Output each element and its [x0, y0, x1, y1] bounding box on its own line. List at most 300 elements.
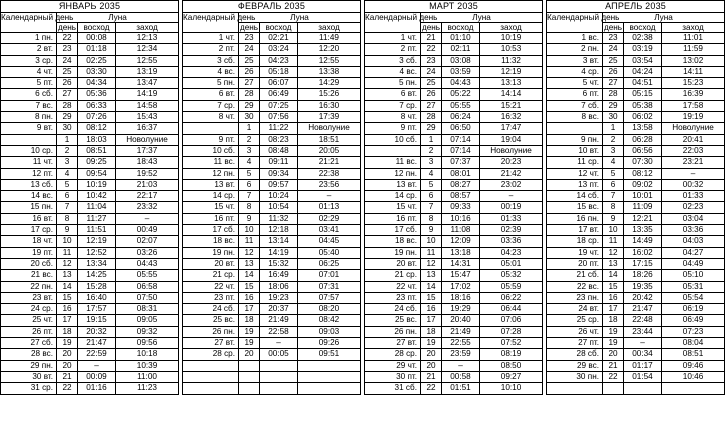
moon-day: 28	[421, 112, 442, 123]
moonset-time: 03:26	[116, 247, 179, 258]
calendar-date: 9 пн.	[547, 134, 603, 145]
table-row	[365, 168, 543, 179]
moonrise-time: 03:19	[624, 44, 662, 55]
calendar-date: 5 чт.	[547, 78, 603, 89]
moonset-time: 14:29	[298, 78, 361, 89]
calendar-date: 15 вс.	[547, 202, 603, 213]
table-row	[547, 202, 725, 213]
moonrise-time: 00:05	[260, 349, 298, 360]
moonrise-time: 05:36	[78, 89, 116, 100]
moonrise-time: 07:14	[442, 134, 480, 145]
moon-day: 8	[239, 202, 260, 213]
moonrise-time: 18:03	[78, 134, 116, 145]
table-row	[365, 123, 543, 134]
table-row	[1, 258, 179, 269]
moonrise-time: 12:18	[260, 225, 298, 236]
moonrise-header: восход	[624, 23, 662, 33]
moonset-time: 05:32	[480, 270, 543, 281]
moon-day-header: день	[57, 23, 77, 32]
calendar-date: 31 сб.	[365, 383, 421, 394]
moonrise-time: 05:18	[260, 66, 298, 77]
calendar-date: 16 пт.	[183, 213, 239, 224]
table-row	[183, 360, 361, 371]
calendar-date: 26 пн.	[365, 326, 421, 337]
moonset-time: –	[298, 191, 361, 202]
moonrise-time: 06:24	[442, 112, 480, 123]
moonrise-time: 10:16	[442, 213, 480, 224]
calendar-date: 12 пн.	[183, 168, 239, 179]
table-row	[547, 112, 725, 123]
moonrise-time: 04:43	[442, 78, 480, 89]
moonset-header: заход	[116, 23, 179, 33]
moon-day: 8	[603, 202, 624, 213]
calendar-date: 30 пн.	[547, 371, 603, 382]
moon-day: 19	[603, 326, 624, 337]
table-row	[183, 292, 361, 303]
table-row	[183, 100, 361, 111]
moonrise-time: 08:23	[260, 134, 298, 145]
table-row	[365, 281, 543, 292]
moonset-time: 11:01	[662, 33, 725, 44]
calendar-date: 28 сб.	[547, 349, 603, 360]
moonrise-time: 09:54	[78, 168, 116, 179]
table-row	[1, 179, 179, 190]
moonrise-time: 12:52	[78, 247, 116, 258]
moonset-time: 05:01	[480, 258, 543, 269]
moon-day: 14	[239, 270, 260, 281]
calendar-date: 9 пт.	[183, 134, 239, 145]
table-row	[365, 112, 543, 123]
moon-day: 21	[603, 360, 624, 371]
moonset-time: 14:19	[116, 89, 179, 100]
moon-day: 30	[57, 123, 78, 134]
moon-day: 30	[239, 112, 260, 123]
moonrise-time: 20:32	[78, 326, 116, 337]
moonset-time: 00:49	[116, 225, 179, 236]
moonrise-time: 00:09	[78, 371, 116, 382]
table-row	[1, 338, 179, 349]
table-row	[547, 338, 725, 349]
moonrise-time: 22:55	[442, 338, 480, 349]
moon-day: 19	[603, 338, 624, 349]
calendar-date: 13 сб.	[1, 179, 57, 190]
moonrise-time: 07:25	[260, 100, 298, 111]
table-row	[183, 225, 361, 236]
table-row	[365, 157, 543, 168]
moonrise-time: 07:30	[624, 157, 662, 168]
moonset-time: 10:10	[480, 383, 543, 394]
moon-day: 17	[57, 315, 78, 326]
moonset-time: 12:19	[480, 66, 543, 77]
moonrise-time: 03:30	[78, 66, 116, 77]
moon-day: 25	[421, 78, 442, 89]
moon-day: 7	[603, 191, 624, 202]
moon-day: 12	[421, 258, 442, 269]
moonset-time: 17:47	[480, 123, 543, 134]
moonset-time: 05:10	[662, 270, 725, 281]
moon-day: 23	[603, 33, 624, 44]
table-row	[547, 55, 725, 66]
moonrise-time: 13:34	[78, 258, 116, 269]
moonrise-time: 00:34	[624, 349, 662, 360]
calendar-date: 22 чт.	[183, 281, 239, 292]
calendar-date: 4 чт.	[1, 66, 57, 77]
calendar-date: 15 пн.	[1, 202, 57, 213]
moonset-time: 08:50	[480, 360, 543, 371]
moonrise-time: 15:32	[260, 258, 298, 269]
moon-day: 15	[603, 281, 624, 292]
moon-day: 29	[239, 100, 260, 111]
moonset-time: 17:37	[116, 145, 179, 156]
moonrise-time: 13:35	[624, 225, 662, 236]
moonset-time: 06:25	[298, 258, 361, 269]
calendar-date: 23 пт.	[365, 292, 421, 303]
moonrise-time: 01:51	[442, 383, 480, 394]
moon-day: 24	[57, 55, 78, 66]
calendar-date: 18 вс.	[365, 236, 421, 247]
calendar-day-header: Календарный день	[365, 13, 421, 33]
calendar-table	[546, 0, 725, 395]
calendar-date: 23 вт.	[1, 292, 57, 303]
moonset-time: 08:04	[662, 338, 725, 349]
calendar-date: 15 чт.	[365, 202, 421, 213]
moonset-time: 09:05	[116, 315, 179, 326]
moon-day: 19	[421, 338, 442, 349]
moonrise-time: 11:32	[260, 213, 298, 224]
calendar-date: 17 вт.	[547, 225, 603, 236]
calendar-table	[364, 0, 543, 395]
moonset-time: 06:49	[662, 315, 725, 326]
calendar-date: 13 вт.	[365, 179, 421, 190]
moonrise-time: 20:42	[624, 292, 662, 303]
moonrise-time: 02:25	[78, 55, 116, 66]
calendar-date: 3 ср.	[1, 55, 57, 66]
table-row	[365, 315, 543, 326]
calendar-date: 19 пн.	[183, 247, 239, 258]
moonrise-time: 20:40	[442, 315, 480, 326]
calendar-day-header: Календарный день	[1, 13, 57, 33]
moonset-time: 03:36	[480, 236, 543, 247]
moonset-header: заход	[662, 23, 725, 33]
moonset-time: 09:27	[480, 371, 543, 382]
moonset-time: 09:56	[116, 338, 179, 349]
table-row	[183, 213, 361, 224]
month-title: ФЕВРАЛЬ 2035	[183, 1, 361, 13]
table-row	[365, 371, 543, 382]
moon-header: Луна	[57, 13, 179, 23]
moonrise-time: 09:34	[260, 168, 298, 179]
calendar-date: 12 пт.	[1, 168, 57, 179]
moon-day: 1	[421, 134, 442, 145]
table-row	[365, 225, 543, 236]
moon-day: 20	[421, 349, 442, 360]
table-row	[365, 304, 543, 315]
moon-day-header: день	[421, 23, 441, 32]
moon-day: 14	[57, 281, 78, 292]
moon-header: Луна	[239, 13, 361, 23]
table-row	[1, 157, 179, 168]
month-table-january	[0, 0, 178, 432]
calendar-date: 6 вт.	[365, 89, 421, 100]
moon-day: 10	[603, 225, 624, 236]
moonset-time: 04:03	[662, 236, 725, 247]
moonrise-time: 14:31	[442, 258, 480, 269]
moon-header: Луна	[421, 13, 543, 23]
moonrise-time: 02:11	[442, 44, 480, 55]
moon-day: 19	[239, 338, 260, 349]
calendar-date: 8 чт.	[183, 112, 239, 123]
table-row	[1, 236, 179, 247]
table-row	[365, 134, 543, 145]
calendar-date: 24 ср.	[1, 304, 57, 315]
table-row	[365, 338, 543, 349]
moonset-time: 12:55	[298, 55, 361, 66]
moonset-time: 19:04	[480, 134, 543, 145]
moonrise-time: 12:21	[624, 213, 662, 224]
table-row	[365, 179, 543, 190]
moonrise-time: 11:09	[624, 202, 662, 213]
moonrise-time: 10:01	[624, 191, 662, 202]
calendar-date: 2 вт.	[1, 44, 57, 55]
table-row	[365, 292, 543, 303]
moon-day: 2	[421, 145, 442, 156]
table-row	[547, 258, 725, 269]
table-row	[1, 123, 179, 134]
moonset-time: 14:11	[662, 66, 725, 77]
moon-day: 5	[239, 168, 260, 179]
table-row	[547, 292, 725, 303]
moonrise-time: 16:40	[78, 292, 116, 303]
calendar-date: 25 вс.	[183, 315, 239, 326]
moonset-time: 06:44	[480, 304, 543, 315]
calendar-date: 7 вс.	[1, 100, 57, 111]
moon-day: 10	[421, 236, 442, 247]
moonset-time: 21:21	[298, 157, 361, 168]
moonrise-time: –	[442, 360, 480, 371]
moonrise-time: 03:08	[442, 55, 480, 66]
calendar-date: 3 вт.	[547, 55, 603, 66]
calendar-date: 6 пт.	[547, 89, 603, 100]
moon-day: 7	[57, 202, 78, 213]
moon-day: 13	[603, 258, 624, 269]
moonrise-time: 19:23	[260, 292, 298, 303]
moon-day: 20	[603, 349, 624, 360]
moonrise-time	[260, 360, 298, 371]
moonrise-time: 01:18	[78, 44, 116, 55]
calendar-date: 25 вс.	[365, 315, 421, 326]
moonrise-time: 02:21	[260, 33, 298, 44]
moonrise-time: 13:58	[624, 123, 662, 134]
calendar-date: 16 вт.	[1, 213, 57, 224]
moonrise-time: 08:12	[78, 123, 116, 134]
table-row	[183, 33, 361, 44]
moonset-time: 10:19	[480, 33, 543, 44]
moon-day: 9	[603, 213, 624, 224]
calendar-date: 19 чт.	[547, 247, 603, 258]
table-row	[1, 349, 179, 360]
table-row	[1, 315, 179, 326]
moonrise-time: 17:02	[442, 281, 480, 292]
calendar-date: 17 ср.	[1, 225, 57, 236]
moonrise-time: 22:48	[624, 315, 662, 326]
moonset-time: Новолуние	[116, 134, 179, 145]
calendar-date: 18 чт.	[1, 236, 57, 247]
table-row	[547, 89, 725, 100]
calendar-date: 16 пт.	[365, 213, 421, 224]
table-row	[1, 383, 179, 394]
calendar-date: 26 пн.	[183, 326, 239, 337]
moon-day: 21	[421, 371, 442, 382]
moonrise-time: 15:47	[442, 270, 480, 281]
month-table-april	[546, 0, 724, 432]
moonset-time	[662, 383, 725, 394]
moon-day: 28	[57, 100, 78, 111]
calendar-date: 26 пт.	[1, 326, 57, 337]
moon-day: 12	[603, 247, 624, 258]
moonset-time: 00:32	[662, 179, 725, 190]
table-row	[547, 383, 725, 394]
moonrise-time: 08:12	[624, 168, 662, 179]
calendar-date: 29 пн.	[1, 360, 57, 371]
table-row	[1, 292, 179, 303]
calendar-date: 8 вс.	[547, 112, 603, 123]
moon-day: 1	[239, 123, 260, 134]
moonrise-time: 14:19	[260, 247, 298, 258]
moon-day: 20	[421, 360, 442, 371]
calendar-day-header: Календарный день	[183, 13, 239, 33]
calendar-date: 25 ср.	[547, 315, 603, 326]
moon-day: 3	[421, 157, 442, 168]
moonrise-time: 16:02	[624, 247, 662, 258]
moon-day: 23	[421, 55, 442, 66]
moon-day: 3	[57, 157, 78, 168]
calendar-date: 1 вс.	[547, 33, 603, 44]
moon-day: 3	[239, 145, 260, 156]
moon-day: 19	[239, 326, 260, 337]
moonset-time: 12:13	[116, 33, 179, 44]
moonset-time: 02:39	[480, 225, 543, 236]
moonset-time: 01:13	[298, 202, 361, 213]
moon-day: 21	[421, 33, 442, 44]
calendar-date: 4 вс.	[183, 66, 239, 77]
calendar-date: 13 пт.	[547, 179, 603, 190]
moonrise-time: 15:28	[78, 281, 116, 292]
moonrise-time: 01:17	[624, 360, 662, 371]
moonset-time: 11:49	[298, 33, 361, 44]
moon-day-header: день	[603, 23, 623, 32]
moon-day: 2	[57, 145, 78, 156]
moon-day: 23	[239, 33, 260, 44]
moonrise-time: 04:23	[260, 55, 298, 66]
moonset-time: 00:19	[480, 202, 543, 213]
moonset-time: 22:17	[116, 191, 179, 202]
moon-day: 12	[239, 247, 260, 258]
calendar-date: 29 чт.	[365, 360, 421, 371]
moon-day: 18	[57, 326, 78, 337]
moonrise-time: 06:56	[624, 145, 662, 156]
moon-day: 9	[57, 225, 78, 236]
calendar-date: 18 вс.	[183, 236, 239, 247]
moonrise-time: 06:07	[260, 78, 298, 89]
moonrise-time: 01:10	[442, 33, 480, 44]
moon-day: 22	[57, 383, 78, 394]
calendar-date: 22 пн.	[1, 281, 57, 292]
moon-day: 9	[239, 213, 260, 224]
moonrise-time: 10:54	[260, 202, 298, 213]
calendar-date: 28 ср.	[183, 349, 239, 360]
moonrise-time	[260, 383, 298, 394]
moon-day: 1	[57, 134, 78, 145]
table-row	[1, 89, 179, 100]
calendar-date: 10 сб.	[183, 145, 239, 156]
moonset-time: 08:31	[116, 304, 179, 315]
calendar-date: 1 пн.	[1, 33, 57, 44]
moonrise-time: 18:06	[260, 281, 298, 292]
moon-day: 5	[57, 179, 78, 190]
moonset-time: 18:43	[116, 157, 179, 168]
moonset-time: 21:42	[480, 168, 543, 179]
moon-day: 12	[57, 258, 78, 269]
table-row	[365, 66, 543, 77]
moonset-time: 18:51	[298, 134, 361, 145]
calendar-date: 27 вт.	[365, 338, 421, 349]
moonrise-time: –	[78, 360, 116, 371]
calendar-date: 6 сб.	[1, 89, 57, 100]
table-row	[183, 44, 361, 55]
calendar-date: 9 вт.	[1, 123, 57, 134]
moonset-time: 05:54	[662, 292, 725, 303]
moonset-time: 21:03	[116, 179, 179, 190]
calendar-date: 5 пн.	[365, 78, 421, 89]
calendar-date: 14 сб.	[547, 191, 603, 202]
moon-day: 9	[421, 225, 442, 236]
table-row	[365, 78, 543, 89]
moon-day: 24	[239, 44, 260, 55]
moon-day: 3	[603, 145, 624, 156]
moon-day	[603, 383, 624, 394]
table-row	[365, 100, 543, 111]
calendar-date: 27 пт.	[547, 338, 603, 349]
moonset-header: заход	[298, 23, 361, 33]
moonset-time	[298, 371, 361, 382]
moon-day: 4	[421, 168, 442, 179]
moonset-time: 01:33	[662, 191, 725, 202]
moon-day: 2	[239, 134, 260, 145]
table-row	[547, 270, 725, 281]
moonset-time: 10:53	[480, 44, 543, 55]
calendar-date: 17 сб.	[365, 225, 421, 236]
moon-day: 13	[239, 258, 260, 269]
calendar-date: 10 вт.	[547, 145, 603, 156]
moonrise-time: 06:02	[624, 112, 662, 123]
table-row	[183, 258, 361, 269]
table-row	[365, 145, 543, 156]
table-row	[1, 202, 179, 213]
calendar-date	[183, 383, 239, 394]
moon-day: 5	[603, 168, 624, 179]
moonrise-time: 08:51	[78, 145, 116, 156]
moonset-time: 20:41	[662, 134, 725, 145]
moon-day: 15	[57, 292, 78, 303]
moonrise-time: –	[624, 338, 662, 349]
table-row	[1, 78, 179, 89]
moon-day: 6	[57, 191, 78, 202]
moonrise-time: 21:47	[624, 304, 662, 315]
moonset-time: 04:27	[662, 247, 725, 258]
calendar-date	[183, 371, 239, 382]
moon-day: 16	[603, 292, 624, 303]
table-row	[1, 360, 179, 371]
